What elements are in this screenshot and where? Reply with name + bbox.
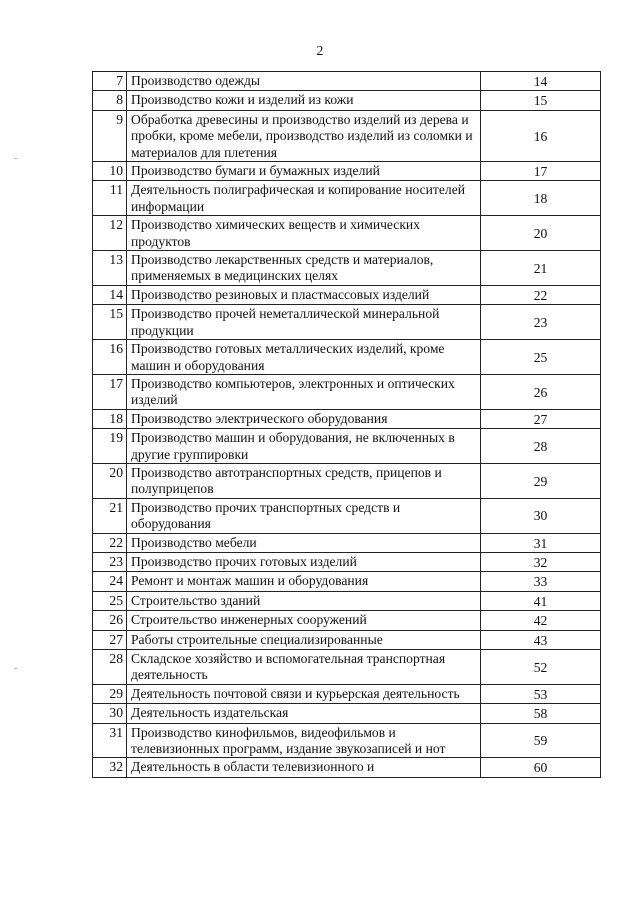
row-number: 17 bbox=[93, 374, 127, 409]
page-reference: 41 bbox=[481, 591, 601, 610]
table-row bbox=[93, 591, 601, 610]
section-name: Производство бумаги и бумажных изделий bbox=[127, 162, 481, 181]
row-number: 24 bbox=[93, 572, 127, 591]
row-number: 27 bbox=[93, 630, 127, 649]
page-number: 2 bbox=[316, 44, 324, 59]
row-number: 26 bbox=[93, 611, 127, 630]
page-reference: 31 bbox=[481, 533, 601, 552]
table-row bbox=[93, 72, 601, 91]
section-name: Производство кожи и изделий из кожи bbox=[127, 91, 481, 110]
row-number: 19 bbox=[93, 429, 127, 464]
page-reference: 25 bbox=[481, 340, 601, 375]
page-reference: 29 bbox=[481, 463, 601, 498]
section-name: Деятельность полиграфическая и копирование носителей информации bbox=[127, 181, 481, 216]
table-row bbox=[93, 758, 601, 777]
row-number: 7 bbox=[93, 72, 127, 91]
page-reference: 17 bbox=[481, 162, 601, 181]
table-row bbox=[93, 684, 601, 703]
section-name: Ремонт и монтаж машин и оборудования bbox=[127, 572, 481, 591]
row-number: 10 bbox=[93, 162, 127, 181]
table-row bbox=[93, 533, 601, 552]
row-number: 9 bbox=[93, 110, 127, 161]
row-number: 15 bbox=[93, 305, 127, 340]
page-reference: 15 bbox=[481, 91, 601, 110]
page-reference: 52 bbox=[481, 650, 601, 685]
table-row bbox=[93, 552, 601, 571]
section-name: Производство резиновых и пластмассовых изделий bbox=[127, 285, 481, 304]
section-name: Деятельность почтовой связи и курьерская деятельность bbox=[127, 684, 481, 703]
page-reference: 42 bbox=[481, 611, 601, 630]
table-row bbox=[93, 572, 601, 591]
table-row bbox=[93, 723, 601, 758]
section-name: Производство машин и оборудования, не включенных в другие группировки bbox=[127, 429, 481, 464]
row-number: 20 bbox=[93, 463, 127, 498]
row-number: 21 bbox=[93, 498, 127, 533]
page-reference: 53 bbox=[481, 684, 601, 703]
section-name: Производство готовых металлических изделий, кроме машин и оборудования bbox=[127, 340, 481, 375]
page-reference: 16 bbox=[481, 110, 601, 161]
page-reference: 32 bbox=[481, 552, 601, 571]
table-row bbox=[93, 630, 601, 649]
page-reference: 18 bbox=[481, 181, 601, 216]
section-name: Производство компьютеров, электронных и оптических изделий bbox=[127, 374, 481, 409]
contents-table-body bbox=[93, 72, 601, 778]
page-reference: 14 bbox=[481, 72, 601, 91]
section-name: Обработка древесины и производство изделий из дерева и пробки, кроме мебели, производство изделий из соломки и материалов для плетения bbox=[127, 110, 481, 161]
page-reference: 28 bbox=[481, 429, 601, 464]
table-row bbox=[93, 162, 601, 181]
section-name: Производство лекарственных средств и материалов, применяемых в медицинских целях bbox=[127, 251, 481, 286]
row-number: 22 bbox=[93, 533, 127, 552]
page-reference: 59 bbox=[481, 723, 601, 758]
section-name: Строительство инженерных сооружений bbox=[127, 611, 481, 630]
page-reference: 58 bbox=[481, 704, 601, 723]
section-name: Деятельность в области телевизионного и bbox=[127, 758, 481, 777]
table-row bbox=[93, 251, 601, 286]
row-number: 16 bbox=[93, 340, 127, 375]
page-reference: 23 bbox=[481, 305, 601, 340]
scan-artifact-mark bbox=[14, 158, 17, 159]
section-name: Складское хозяйство и вспомогательная транспортная деятельность bbox=[127, 650, 481, 685]
row-number: 13 bbox=[93, 251, 127, 286]
page-reference: 27 bbox=[481, 409, 601, 428]
row-number: 29 bbox=[93, 684, 127, 703]
section-name: Работы строительные специализированные bbox=[127, 630, 481, 649]
row-number: 11 bbox=[93, 181, 127, 216]
table-row bbox=[93, 704, 601, 723]
scan-artifact-mark bbox=[14, 668, 17, 669]
table-row bbox=[93, 216, 601, 251]
table-row bbox=[93, 91, 601, 110]
row-number: 28 bbox=[93, 650, 127, 685]
row-number: 32 bbox=[93, 758, 127, 777]
section-name: Производство мебели bbox=[127, 533, 481, 552]
section-name: Производство прочих транспортных средств и оборудования bbox=[127, 498, 481, 533]
row-number: 14 bbox=[93, 285, 127, 304]
section-name: Производство химических веществ и химических продуктов bbox=[127, 216, 481, 251]
row-number: 25 bbox=[93, 591, 127, 610]
section-name: Производство прочих готовых изделий bbox=[127, 552, 481, 571]
table-row bbox=[93, 429, 601, 464]
row-number: 23 bbox=[93, 552, 127, 571]
section-name: Строительство зданий bbox=[127, 591, 481, 610]
table-row bbox=[93, 374, 601, 409]
table-row bbox=[93, 305, 601, 340]
section-name: Производство электрического оборудования bbox=[127, 409, 481, 428]
table-row bbox=[93, 611, 601, 630]
page-reference: 30 bbox=[481, 498, 601, 533]
table-row bbox=[93, 340, 601, 375]
row-number: 31 bbox=[93, 723, 127, 758]
row-number: 18 bbox=[93, 409, 127, 428]
table-row bbox=[93, 285, 601, 304]
section-name: Производство автотранспортных средств, прицепов и полуприцепов bbox=[127, 463, 481, 498]
page-reference: 21 bbox=[481, 251, 601, 286]
page-reference: 43 bbox=[481, 630, 601, 649]
table-row bbox=[93, 181, 601, 216]
row-number: 8 bbox=[93, 91, 127, 110]
page-reference: 20 bbox=[481, 216, 601, 251]
page-reference: 26 bbox=[481, 374, 601, 409]
page-reference: 33 bbox=[481, 572, 601, 591]
contents-table bbox=[92, 71, 601, 778]
row-number: 30 bbox=[93, 704, 127, 723]
page-reference: 60 bbox=[481, 758, 601, 777]
table-row bbox=[93, 110, 601, 161]
section-name: Производство одежды bbox=[127, 72, 481, 91]
table-row bbox=[93, 463, 601, 498]
section-name: Деятельность издательская bbox=[127, 704, 481, 723]
table-row bbox=[93, 650, 601, 685]
table-row bbox=[93, 498, 601, 533]
section-name: Производство прочей неметаллической минеральной продукции bbox=[127, 305, 481, 340]
section-name: Производство кинофильмов, видеофильмов и телевизионных программ, издание звукозаписей и нот bbox=[127, 723, 481, 758]
row-number: 12 bbox=[93, 216, 127, 251]
page-reference: 22 bbox=[481, 285, 601, 304]
table-row bbox=[93, 409, 601, 428]
